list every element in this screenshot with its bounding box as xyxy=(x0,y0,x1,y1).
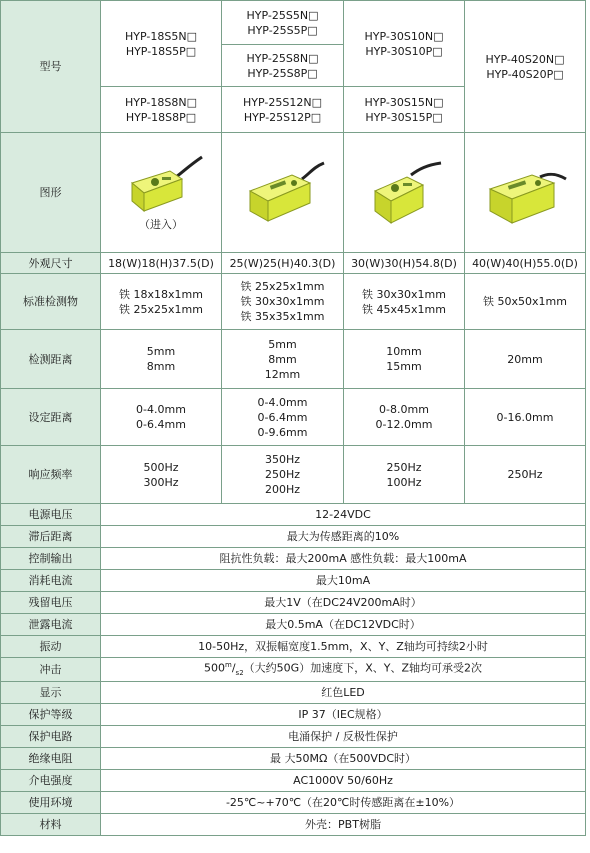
figure-caption: （进入） xyxy=(139,218,183,231)
residual-voltage-value: 最大1V（在DC24V200mA时） xyxy=(101,592,586,614)
label-dimensions: 外观尺寸 xyxy=(1,253,101,274)
dielectric-value: AC1000V 50/60Hz xyxy=(101,770,586,792)
model-30-a: HYP-30S10N□ HYP-30S10P□ xyxy=(344,1,465,87)
set-18: 0-4.0mm 0-6.4mm xyxy=(101,389,222,446)
indicator-value: 红色LED xyxy=(101,682,586,704)
label-current-consumption: 消耗电流 xyxy=(1,570,101,592)
leakage-current-value: 最大0.5mA（在DC12VDC时） xyxy=(101,614,586,636)
label-protection-circuit: 保护电路 xyxy=(1,726,101,748)
model-18-a: HYP-18S5N□ HYP-18S5P□ xyxy=(101,1,222,87)
label-shock: 冲击 xyxy=(1,658,101,682)
sensing-40: 20mm xyxy=(465,330,586,389)
label-model: 型号 xyxy=(1,1,101,133)
sensing-25: 5mm 8mm 12mm xyxy=(222,330,344,389)
protection-circuit-value: 电涌保护 / 反极性保护 xyxy=(101,726,586,748)
model-18-b: HYP-18S8N□ HYP-18S8P□ xyxy=(101,87,222,133)
label-supply-voltage: 电源电压 xyxy=(1,504,101,526)
sensor-25-image xyxy=(240,161,326,225)
environment-value: -25℃~+70℃（在20℃时传感距离在±10%） xyxy=(101,792,586,814)
sensor-30-image xyxy=(361,161,447,225)
label-vibration: 振动 xyxy=(1,636,101,658)
target-40: 铁 50x50x1mm xyxy=(465,274,586,330)
set-30: 0-8.0mm 0-12.0mm xyxy=(344,389,465,446)
label-response-frequency: 响应频率 xyxy=(1,446,101,504)
target-30: 铁 30x30x1mm 铁 45x45x1mm xyxy=(344,274,465,330)
label-control-output: 控制输出 xyxy=(1,548,101,570)
label-material: 材料 xyxy=(1,814,101,836)
label-residual-voltage: 残留电压 xyxy=(1,592,101,614)
label-dielectric: 介电强度 xyxy=(1,770,101,792)
sensor-40-image xyxy=(482,161,568,225)
set-25: 0-4.0mm 0-6.4mm 0-9.6mm xyxy=(222,389,344,446)
figure-cell-18 xyxy=(101,133,222,253)
model-25-b: HYP-25S8N□ HYP-25S8P□ xyxy=(222,45,344,87)
figure-cell-40 xyxy=(465,133,586,253)
current-consumption-value: 最大10mA xyxy=(101,570,586,592)
label-sensing-distance: 检测距离 xyxy=(1,330,101,389)
dimensions-18: 18(W)18(H)37.5(D) xyxy=(101,253,222,274)
freq-18: 500Hz 300Hz xyxy=(101,446,222,504)
target-25: 铁 25x25x1mm 铁 30x30x1mm 铁 35x35x1mm xyxy=(222,274,344,330)
target-18: 铁 18x18x1mm 铁 25x25x1mm xyxy=(101,274,222,330)
figure-cell-30 xyxy=(344,133,465,253)
freq-40: 250Hz xyxy=(465,446,586,504)
freq-30: 250Hz 100Hz xyxy=(344,446,465,504)
freq-25: 350Hz 250Hz 200Hz xyxy=(222,446,344,504)
figure-cell-25 xyxy=(222,133,344,253)
sensor-18-image xyxy=(118,153,204,217)
label-environment: 使用环境 xyxy=(1,792,101,814)
material-value: 外壳：PBT树脂 xyxy=(101,814,586,836)
label-protection-class: 保护等级 xyxy=(1,704,101,726)
set-40: 0-16.0mm xyxy=(465,389,586,446)
label-standard-target: 标准检测物 xyxy=(1,274,101,330)
label-set-distance: 设定距离 xyxy=(1,389,101,446)
label-insulation: 绝缘电阻 xyxy=(1,748,101,770)
shock-value: $500^m/_{s2}$（大约50G）加速度下，X、Y、Z轴均可承受2次 xyxy=(101,658,586,682)
protection-class-value: IP 37（IEC规格） xyxy=(101,704,586,726)
dimensions-30: 30(W)30(H)54.8(D) xyxy=(344,253,465,274)
hysteresis-value: 最大为传感距离的10% xyxy=(101,526,586,548)
model-25-c: HYP-25S12N□ HYP-25S12P□ xyxy=(222,87,344,133)
supply-voltage-value: 12-24VDC xyxy=(101,504,586,526)
label-figure: 图形 xyxy=(1,133,101,253)
model-40: HYP-40S20N□ HYP-40S20P□ xyxy=(465,1,586,133)
model-25-a: HYP-25S5N□ HYP-25S5P□ xyxy=(222,1,344,45)
sensing-18: 5mm 8mm xyxy=(101,330,222,389)
control-output-value: 阻抗性负载：最大200mA 感性负载：最大100mA xyxy=(101,548,586,570)
sensing-30: 10mm 15mm xyxy=(344,330,465,389)
model-30-b: HYP-30S15N□ HYP-30S15P□ xyxy=(344,87,465,133)
label-hysteresis: 滞后距离 xyxy=(1,526,101,548)
label-indicator: 显示 xyxy=(1,682,101,704)
vibration-value: 10-50Hz，双振幅宽度1.5mm，X、Y、Z轴均可持续2小时 xyxy=(101,636,586,658)
insulation-value: 最 大50MΩ（在500VDC时） xyxy=(101,748,586,770)
dimensions-40: 40(W)40(H)55.0(D) xyxy=(465,253,586,274)
dimensions-25: 25(W)25(H)40.3(D) xyxy=(222,253,344,274)
label-leakage-current: 泄露电流 xyxy=(1,614,101,636)
